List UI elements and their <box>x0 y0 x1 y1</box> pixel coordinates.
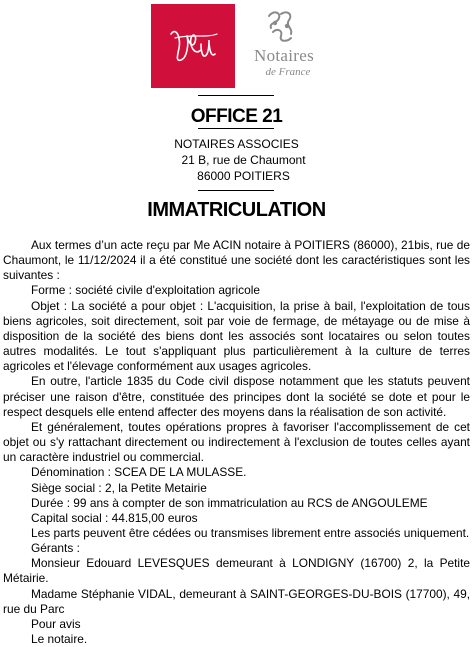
notice-paragraph: Les parts peuvent être cédées ou transmises librement entre associés uniquement. <box>31 525 470 540</box>
brand-name: Notaires <box>254 46 314 65</box>
notice-paragraph: Aux termes d’un acte reçu par Me ACIN notaire à POITIERS (86000), 21bis, rue de Chaumont, le 11/12/2024 il a été constitué une société dont les caractéristiques sont les suivantes : <box>3 238 470 283</box>
notice-paragraph: Forme : société civile d'exploitation agricole <box>31 283 260 298</box>
notice-paragraph: Gérants : <box>31 541 80 556</box>
notice-paragraph: Et généralement, toutes opérations propres à favoriser l'accomplissement de cet objet ou s'y rattachant directement ou indirectement à l'exclusion de toutes celles ayant un caractère industriel ou commercial. <box>3 419 470 465</box>
header-logos <box>0 0 473 92</box>
notice-paragraph: Dénomination : SCEA DE LA MULASSE. <box>31 465 247 480</box>
divider-office <box>198 128 274 129</box>
notice-paragraph: En outre, l'article 1835 du Code civil dispose notamment que les statuts peuvent préciser une raison d'être, constituée des principes dont la société se dote et pour le respect desquels elle entend affecter des moyens dans la réalisation de son activité. <box>3 374 470 419</box>
brand-subtitle: de France <box>265 66 311 78</box>
office-title: OFFICE 21 <box>190 106 283 127</box>
notice-paragraph: Siège social : 2, la Petite Metairie <box>31 480 207 495</box>
office-line-3: 86000 POITIERS <box>197 169 290 183</box>
notice-paragraph: Monsieur Edouard LEVESQUES demeurant à LONDIGNY (16700) 2, la Petite Métairie. <box>3 556 470 586</box>
notary-monogram-logo <box>151 4 235 88</box>
notice-paragraph: Objet : La société a pour objet : L'acquisition, la prise à bail, l'exploitation de tous biens agricoles, soit directement, soit par voie de fermage, de métayage ou de mise à disposition de la société des biens dont les associés sont locataires ou selon toutes autres modalités. Le tout s'appliquant plus particulièrement à la culture de terres agricoles et l'élevage conformément aux usages agricoles. <box>3 298 470 374</box>
office-line-2: 21 B, rue de Chaumont <box>181 153 306 167</box>
divider-title <box>198 190 274 191</box>
notice-paragraph: Le notaire. <box>31 632 88 647</box>
notice-paragraph: Pour avis <box>31 616 81 631</box>
divider-top <box>198 95 274 96</box>
office-line-1: NOTAIRES ASSOCIES <box>174 137 299 151</box>
notice-paragraph: Durée : 99 ans à compter de son immatriculation au RCS de ANGOULEME <box>31 495 428 510</box>
notice-paragraph: Madame Stéphanie VIDAL, demeurant à SAINT-GEORGES-DU-BOIS (17700), 49, rue du Parc <box>3 586 470 616</box>
notice-title: IMMATRICULATION <box>147 199 326 221</box>
notaires-emblem-icon <box>261 6 301 46</box>
notaires-de-france-logo <box>244 6 334 90</box>
notice-paragraph: Capital social : 44.815,00 euros <box>31 510 198 525</box>
monogram-icon <box>151 4 235 88</box>
notice-body <box>3 238 470 647</box>
